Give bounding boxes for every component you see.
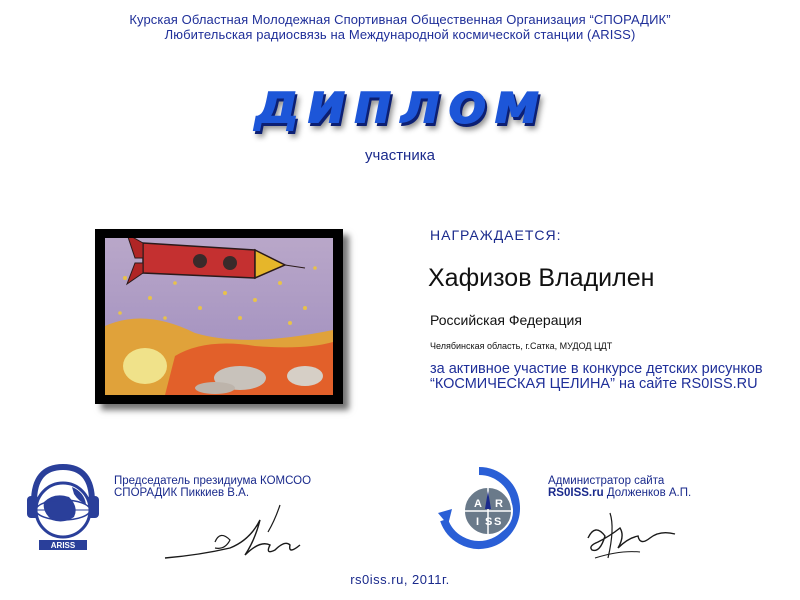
- organization-name: Курская Областная Молодежная Спортивная Общественная Организация “СПОРАДИК”: [129, 12, 671, 27]
- rocket-drawing: [105, 238, 333, 395]
- admin-name: Долженков А.П.: [606, 487, 692, 499]
- ariss-letter-s1: S: [485, 516, 493, 528]
- ariss-letter-i: I: [476, 516, 480, 528]
- chairman-title: Председатель президиума КОМСОО: [114, 475, 312, 487]
- ariss-letter-r: R: [495, 498, 503, 510]
- admin-title: Администратор сайта: [548, 475, 665, 487]
- awarded-label: НАГРАЖДАЕТСЯ:: [430, 227, 562, 243]
- award-reason: за активное участие в конкурсе детских рисунков “КОСМИЧЕСКАЯ ЦЕЛИНА” на сайте RS0ISS.RU: [430, 361, 763, 392]
- recipient-region: Челябинская область, г.Сатка, МУДОД ЦДТ: [430, 341, 613, 351]
- chairman-name: СПОРАДИК Пиккиев В.А.: [114, 487, 250, 499]
- ariss-letter-s2: S: [494, 516, 502, 528]
- admin-signature-block: [548, 475, 691, 499]
- ariss-letter-a: A: [474, 498, 482, 510]
- sporadik-logo: [24, 462, 102, 554]
- admin-site: RS0ISS.ru: [548, 487, 604, 499]
- recipient-name: Хафизов Владилен: [428, 264, 655, 292]
- diploma-subtitle: [0, 147, 800, 164]
- ariss-logo: [436, 465, 522, 551]
- globe-headphones-icon: [24, 462, 102, 554]
- chairman-signature: [160, 500, 310, 570]
- subtitle-text: участника: [365, 147, 435, 164]
- logo-text: ARISS: [50, 541, 76, 550]
- ariss-globe-icon: [436, 465, 522, 551]
- footer-text: rs0iss.ru, 2011г.: [350, 572, 450, 587]
- recipient-country: Российская Федерация: [430, 312, 582, 328]
- diploma-title: диплом: [253, 69, 547, 137]
- chairman-signature-block: [114, 475, 311, 499]
- admin-signature: [580, 508, 690, 566]
- organization-subtitle: Любительская радиосвязь на Международной космической станции (ARISS): [164, 27, 636, 42]
- child-drawing-frame: [95, 229, 343, 404]
